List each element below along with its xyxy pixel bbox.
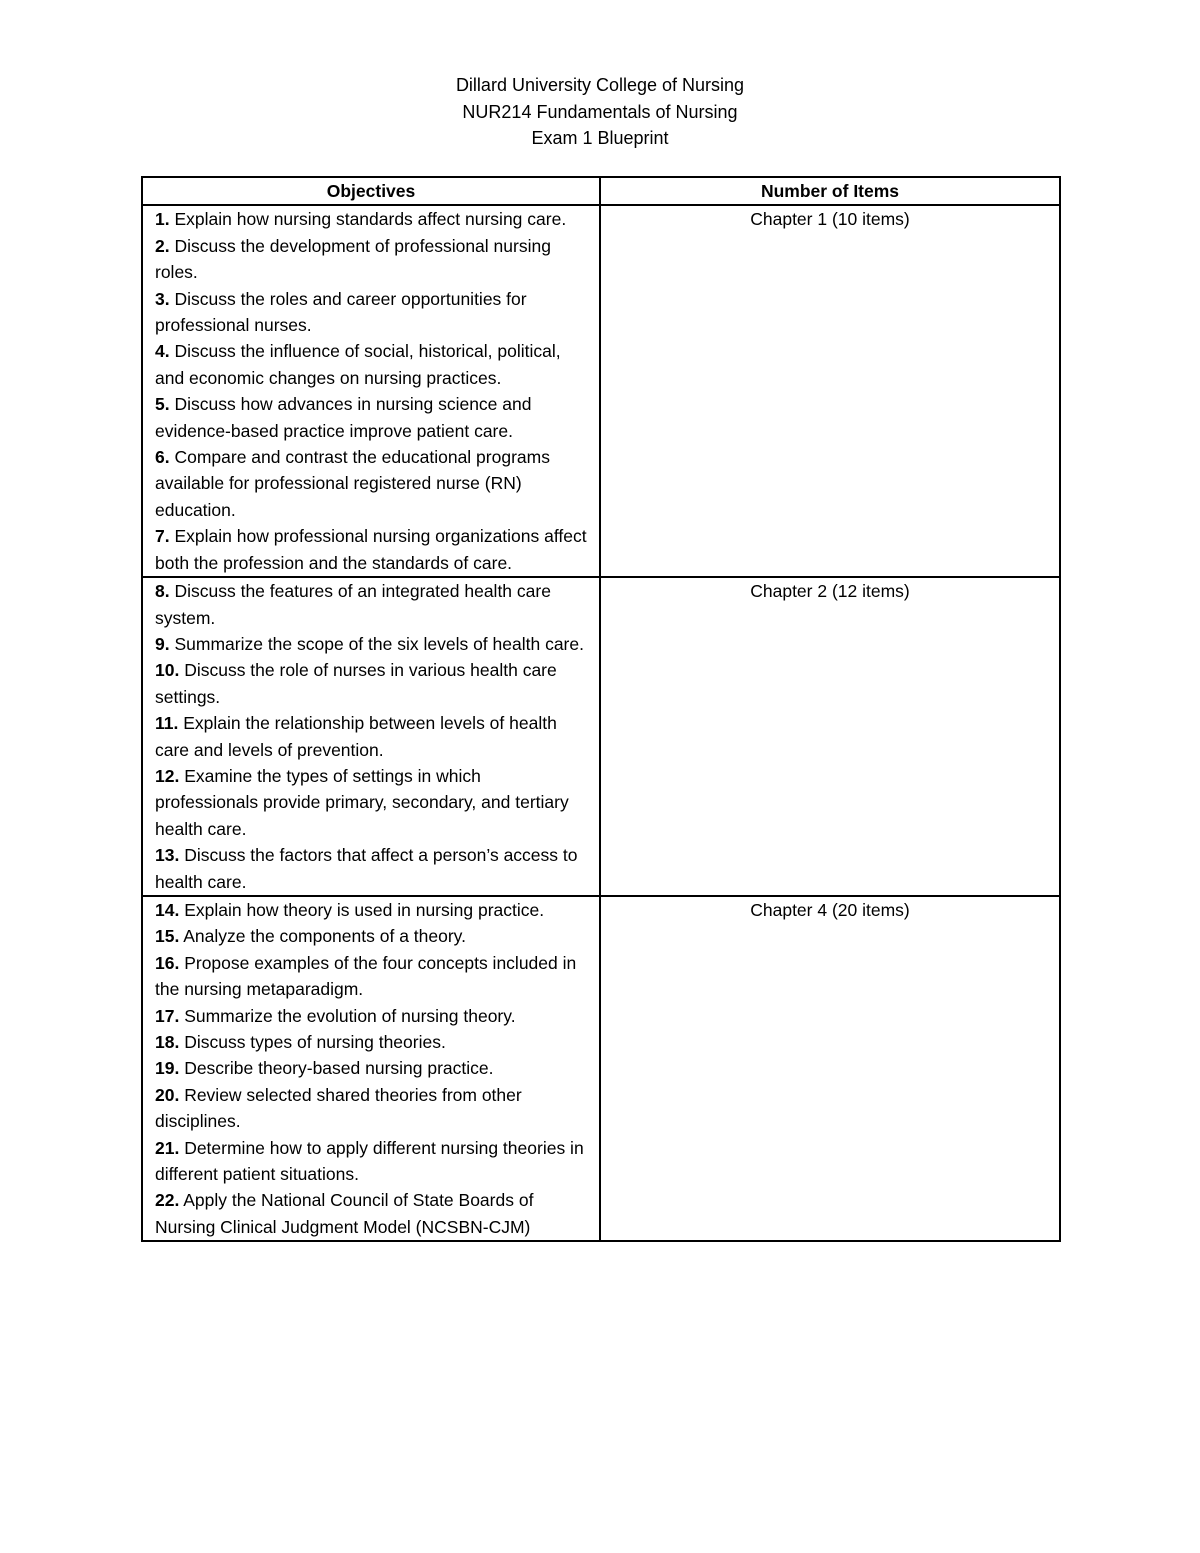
objective-item <box>155 923 587 949</box>
objective-number: 8. <box>155 581 170 602</box>
objective-item <box>155 631 587 657</box>
table-row <box>142 577 1060 896</box>
objective-text: Review selected shared theories from other disciplines. <box>155 1084 522 1132</box>
items-column-header: Number of Items <box>600 177 1060 205</box>
objective-item <box>155 1029 587 1055</box>
table-row <box>142 205 1060 577</box>
objective-number: 19. <box>155 1058 180 1079</box>
objective-text: Analyze the components of a theory. <box>179 926 466 947</box>
objective-item <box>155 523 587 576</box>
objective-number: 1. <box>155 209 170 230</box>
objectives-cell <box>142 896 600 1241</box>
objective-text: Explain how professional nursing organizations affect both the profession and the standards of care. <box>155 526 587 573</box>
objective-item <box>155 950 587 1003</box>
objective-text: Explain how nursing standards affect nursing care. <box>169 209 567 230</box>
objective-number: 5. <box>155 394 170 415</box>
objective-number: 7. <box>155 526 170 547</box>
objective-text: Examine the types of settings in which professionals provide primary, secondary, and tertiary health care. <box>155 765 569 839</box>
objective-text: Propose examples of the four concepts included in the nursing metaparadigm. <box>155 952 577 1000</box>
objective-item <box>155 1187 587 1240</box>
table-header-row <box>142 177 1060 205</box>
objective-text: Explain the relationship between levels of health care and levels of prevention. <box>155 713 557 760</box>
objective-number: 4. <box>155 341 170 362</box>
objective-item <box>155 444 587 523</box>
objective-text: Summarize the evolution of nursing theory. <box>179 1005 516 1026</box>
objective-item <box>155 578 587 631</box>
objective-text: Explain how theory is used in nursing practice. <box>179 899 545 920</box>
chapter-item-count: Chapter 4 (20 items) <box>600 896 1060 1241</box>
objectives-cell <box>142 205 600 577</box>
objective-item <box>155 1082 587 1135</box>
objective-number: 15. <box>155 926 180 947</box>
objective-number: 18. <box>155 1032 180 1052</box>
objective-item <box>155 233 587 286</box>
objective-item <box>155 897 587 923</box>
objective-number: 3. <box>155 288 170 309</box>
objective-text: Determine how to apply different nursing theories in different patient situations. <box>155 1137 584 1185</box>
objectives-column-header: Objectives <box>142 177 600 205</box>
objective-number: 22. <box>155 1190 180 1211</box>
objective-number: 11. <box>155 713 179 734</box>
objective-item <box>155 206 587 232</box>
objective-item <box>155 657 587 710</box>
objective-text: Discuss the influence of social, historical, political, and economic changes on nursing practices. <box>155 341 561 388</box>
objective-text: Discuss the factors that affect a person’s access to health care. <box>155 845 578 892</box>
objective-text: Discuss the development of professional nursing roles. <box>155 235 551 283</box>
institution-title: Dillard University College of Nursing <box>455 75 745 95</box>
objective-number: 14. <box>155 899 180 920</box>
objective-number: 6. <box>155 447 170 468</box>
objective-item <box>155 1055 587 1081</box>
exam-title: Exam 1 Blueprint <box>531 128 669 148</box>
objective-number: 16. <box>155 952 180 973</box>
objective-number: 2. <box>155 235 170 256</box>
objective-text: Summarize the scope of the six levels of health care. <box>169 633 584 654</box>
objective-text: Discuss the roles and career opportunities for professional nurses. <box>155 288 527 336</box>
objective-number: 9. <box>155 633 170 654</box>
blueprint-table <box>141 176 1061 1242</box>
objective-number: 21. <box>155 1137 180 1158</box>
chapter-item-count: Chapter 1 (10 items) <box>600 205 1060 577</box>
objective-item <box>155 391 587 444</box>
objectives-cell <box>142 577 600 896</box>
objective-text: Discuss types of nursing theories. <box>179 1032 446 1052</box>
objective-number: 12. <box>155 765 180 786</box>
objective-number: 10. <box>155 660 180 681</box>
objective-item <box>155 1135 587 1188</box>
objective-text: Discuss how advances in nursing science and evidence-based practice improve patient care. <box>155 394 532 441</box>
objective-item <box>155 842 587 895</box>
objective-text: Discuss the role of nurses in various health care settings. <box>155 660 557 707</box>
objective-text: Describe theory-based nursing practice. <box>179 1058 494 1079</box>
objective-number: 20. <box>155 1084 180 1105</box>
chapter-item-count: Chapter 2 (12 items) <box>600 577 1060 896</box>
objective-item <box>155 338 587 391</box>
objective-number: 13. <box>155 845 180 866</box>
objective-text: Apply the National Council of State Boards of Nursing Clinical Judgment Model (NCSBN-CJM) <box>155 1190 534 1237</box>
objective-number: 17. <box>155 1005 180 1026</box>
objective-item <box>155 710 587 763</box>
course-title: NUR214 Fundamentals of Nursing <box>462 101 738 122</box>
objective-text: Compare and contrast the educational programs available for professional registered nurse (RN) education. <box>155 447 550 520</box>
objective-text: Discuss the features of an integrated health care system. <box>155 581 551 628</box>
objective-item <box>155 1003 587 1029</box>
objective-item <box>155 763 587 842</box>
objective-item <box>155 286 587 339</box>
table-row <box>142 896 1060 1241</box>
document-header <box>0 72 1200 152</box>
